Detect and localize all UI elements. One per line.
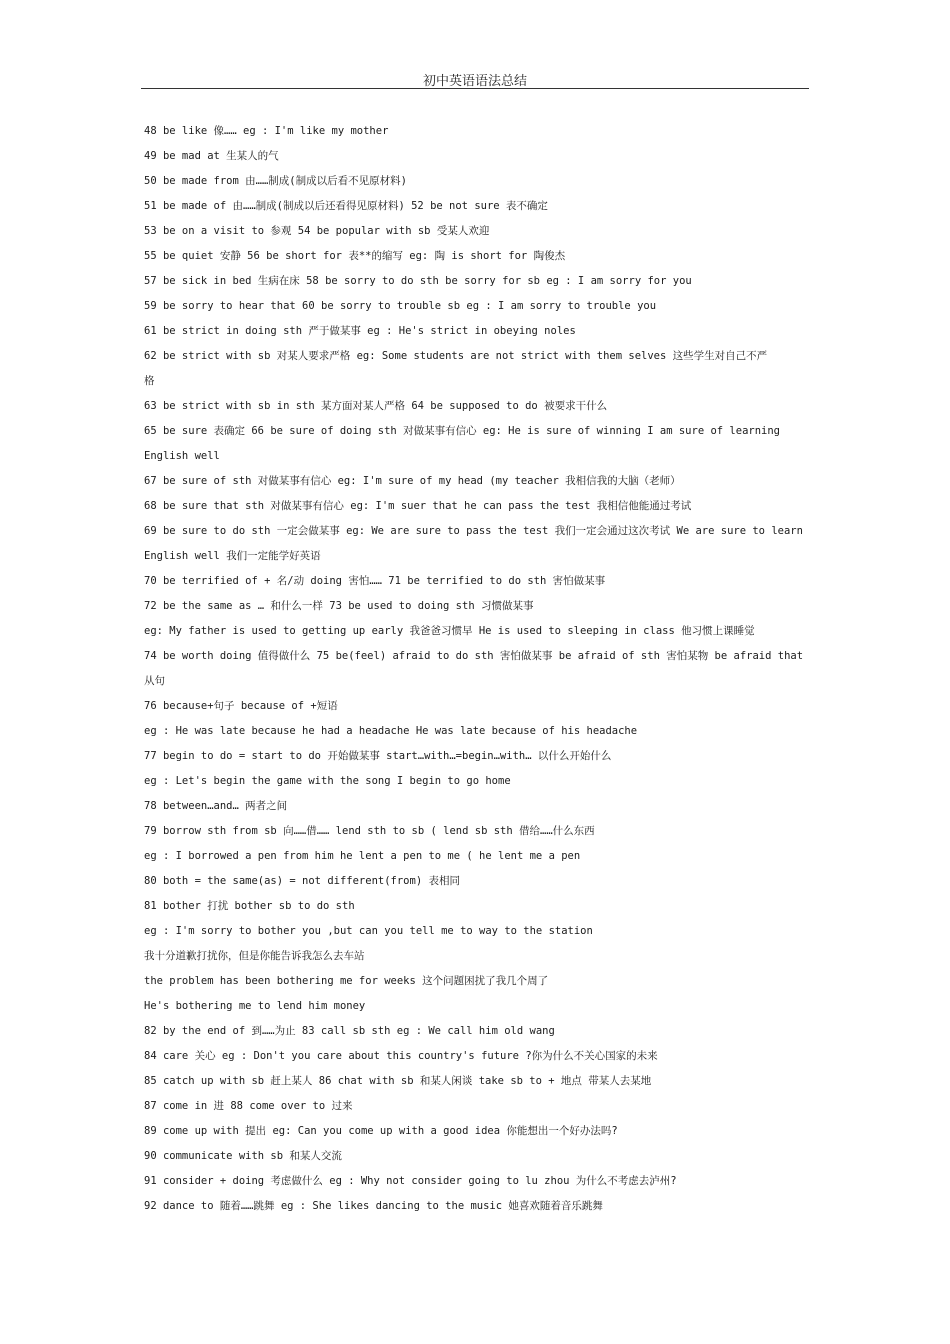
text-line: 65 be sure 表确定 66 be sure of doing sth 对做某事有信心 eg: He is sure of winning I am sure of learning	[144, 425, 781, 437]
text-line: He's bothering me to lend him money	[144, 1000, 366, 1012]
text-line: 格	[144, 375, 155, 387]
text-line: 59 be sorry to hear that 60 be sorry to trouble sb eg : I am sorry to trouble you	[144, 300, 657, 312]
text-line: 81 bother 打扰 bother sb to do sth	[144, 900, 355, 912]
text-line: 92 dance to 随着……跳舞 eg : She likes dancing to the music 她喜欢随着音乐跳舞	[144, 1200, 603, 1212]
text-line: 我十分道歉打扰你，但是你能告诉我怎么去车站	[144, 950, 365, 962]
text-line: eg : He was late because he had a headache He was late because of his headache	[144, 725, 638, 737]
text-line: eg : I'm sorry to bother you ,but can you tell me to way to the station	[144, 925, 593, 937]
text-line: 84 care 关心 eg : Don't you care about this country's future ?你为什么不关心国家的未来	[144, 1050, 658, 1062]
text-line: 78 between…and… 两者之间	[144, 800, 288, 812]
text-line: 从句	[144, 675, 165, 687]
text-line: eg : I borrowed a pen from him he lent a pen to me ( he lent me a pen	[144, 850, 581, 862]
text-line: eg: My father is used to getting up early 我爸爸习惯早 He is used to sleeping in class 他习惯上课睡觉	[144, 625, 755, 637]
page-header-title: 初中英语语法总结	[422, 74, 527, 89]
text-line: 79 borrow sth from sb 向……借…… lend sth to sb ( lend sb sth 借给……什么东西	[144, 825, 595, 837]
header-divider	[141, 88, 809, 89]
text-line: 90 communicate with sb 和某人交流	[144, 1150, 342, 1162]
text-line: 91 consider + doing 考虑做什么 eg : Why not consider going to lu zhou 为什么不考虑去泸州?	[144, 1175, 677, 1187]
text-line: 85 catch up with sb 赶上某人 86 chat with sb 和某人闲谈 take sb to + 地点 带某人去某地	[144, 1075, 652, 1087]
text-line: 77 begin to do = start to do 开始做某事 start…with…=begin…with… 以什么开始什么	[144, 750, 612, 762]
text-line: 48 be like 像…… eg : I'm like my mother	[144, 125, 389, 137]
text-line: 74 be worth doing 值得做什么 75 be(feel) afraid to do sth 害怕做某事 be afraid of sth 害怕某物 be afraid that	[144, 650, 804, 662]
text-line: English well	[144, 450, 220, 462]
text-line: English well 我们一定能学好英语	[144, 550, 321, 562]
text-line: 62 be strict with sb 对某人要求严格 eg: Some students are not strict with them selves 这些学生对自己不严	[144, 350, 768, 362]
document-body	[144, 119, 812, 1219]
text-line: 51 be made of 由……制成(制成以后还看得见原材料) 52 be not sure 表不确定	[144, 200, 548, 212]
text-line: eg : Let's begin the game with the song I begin to go home	[144, 775, 511, 787]
text-line: 55 be quiet 安静 56 be short for 表**的缩写 eg: 陶 is short for 陶俊杰	[144, 250, 566, 262]
text-line: 63 be strict with sb in sth 某方面对某人严格 64 be supposed to do 被要求干什么	[144, 400, 608, 412]
text-line: 57 be sick in bed 生病在床 58 be sorry to do sth be sorry for sb eg : I am sorry for you	[144, 275, 692, 287]
text-line: 53 be on a visit to 参观 54 be popular with sb 受某人欢迎	[144, 225, 490, 237]
text-line: 67 be sure of sth 对做某事有信心 eg: I'm sure of my head (my teacher 我相信我的大脑（老师）	[144, 475, 681, 487]
text-line: 89 come up with 提出 eg: Can you come up with a good idea 你能想出一个好办法吗?	[144, 1125, 618, 1137]
text-line: 69 be sure to do sth 一定会做某事 eg: We are sure to pass the test 我们一定会通过这次考试 We are sure to learn	[144, 525, 803, 537]
text-line: 50 be made from 由……制成(制成以后看不见原材料)	[144, 175, 407, 187]
text-line: 70 be terrified of + 名/动 doing 害怕…… 71 be terrified to do sth 害怕做某事	[144, 575, 606, 587]
text-line: 68 be sure that sth 对做某事有信心 eg: I'm suer that he can pass the test 我相信他能通过考试	[144, 500, 692, 512]
text-line: 72 be the same as … 和什么一样 73 be used to doing sth 习惯做某事	[144, 600, 534, 612]
text-line: 61 be strict in doing sth 严于做某事 eg : He's strict in obeying noles	[144, 325, 576, 337]
text-line: the problem has been bothering me for weeks 这个问题困扰了我几个周了	[144, 975, 549, 987]
text-line: 49 be mad at 生某人的气	[144, 150, 279, 162]
text-line: 80 both = the same(as) = not different(from) 表相同	[144, 875, 460, 887]
text-line: 87 come in 进 88 come over to 过来	[144, 1100, 353, 1112]
text-line: 82 by the end of 到……为止 83 call sb sth eg : We call him old wang	[144, 1025, 555, 1037]
text-line: 76 because+句子 because of +短语	[144, 700, 338, 712]
